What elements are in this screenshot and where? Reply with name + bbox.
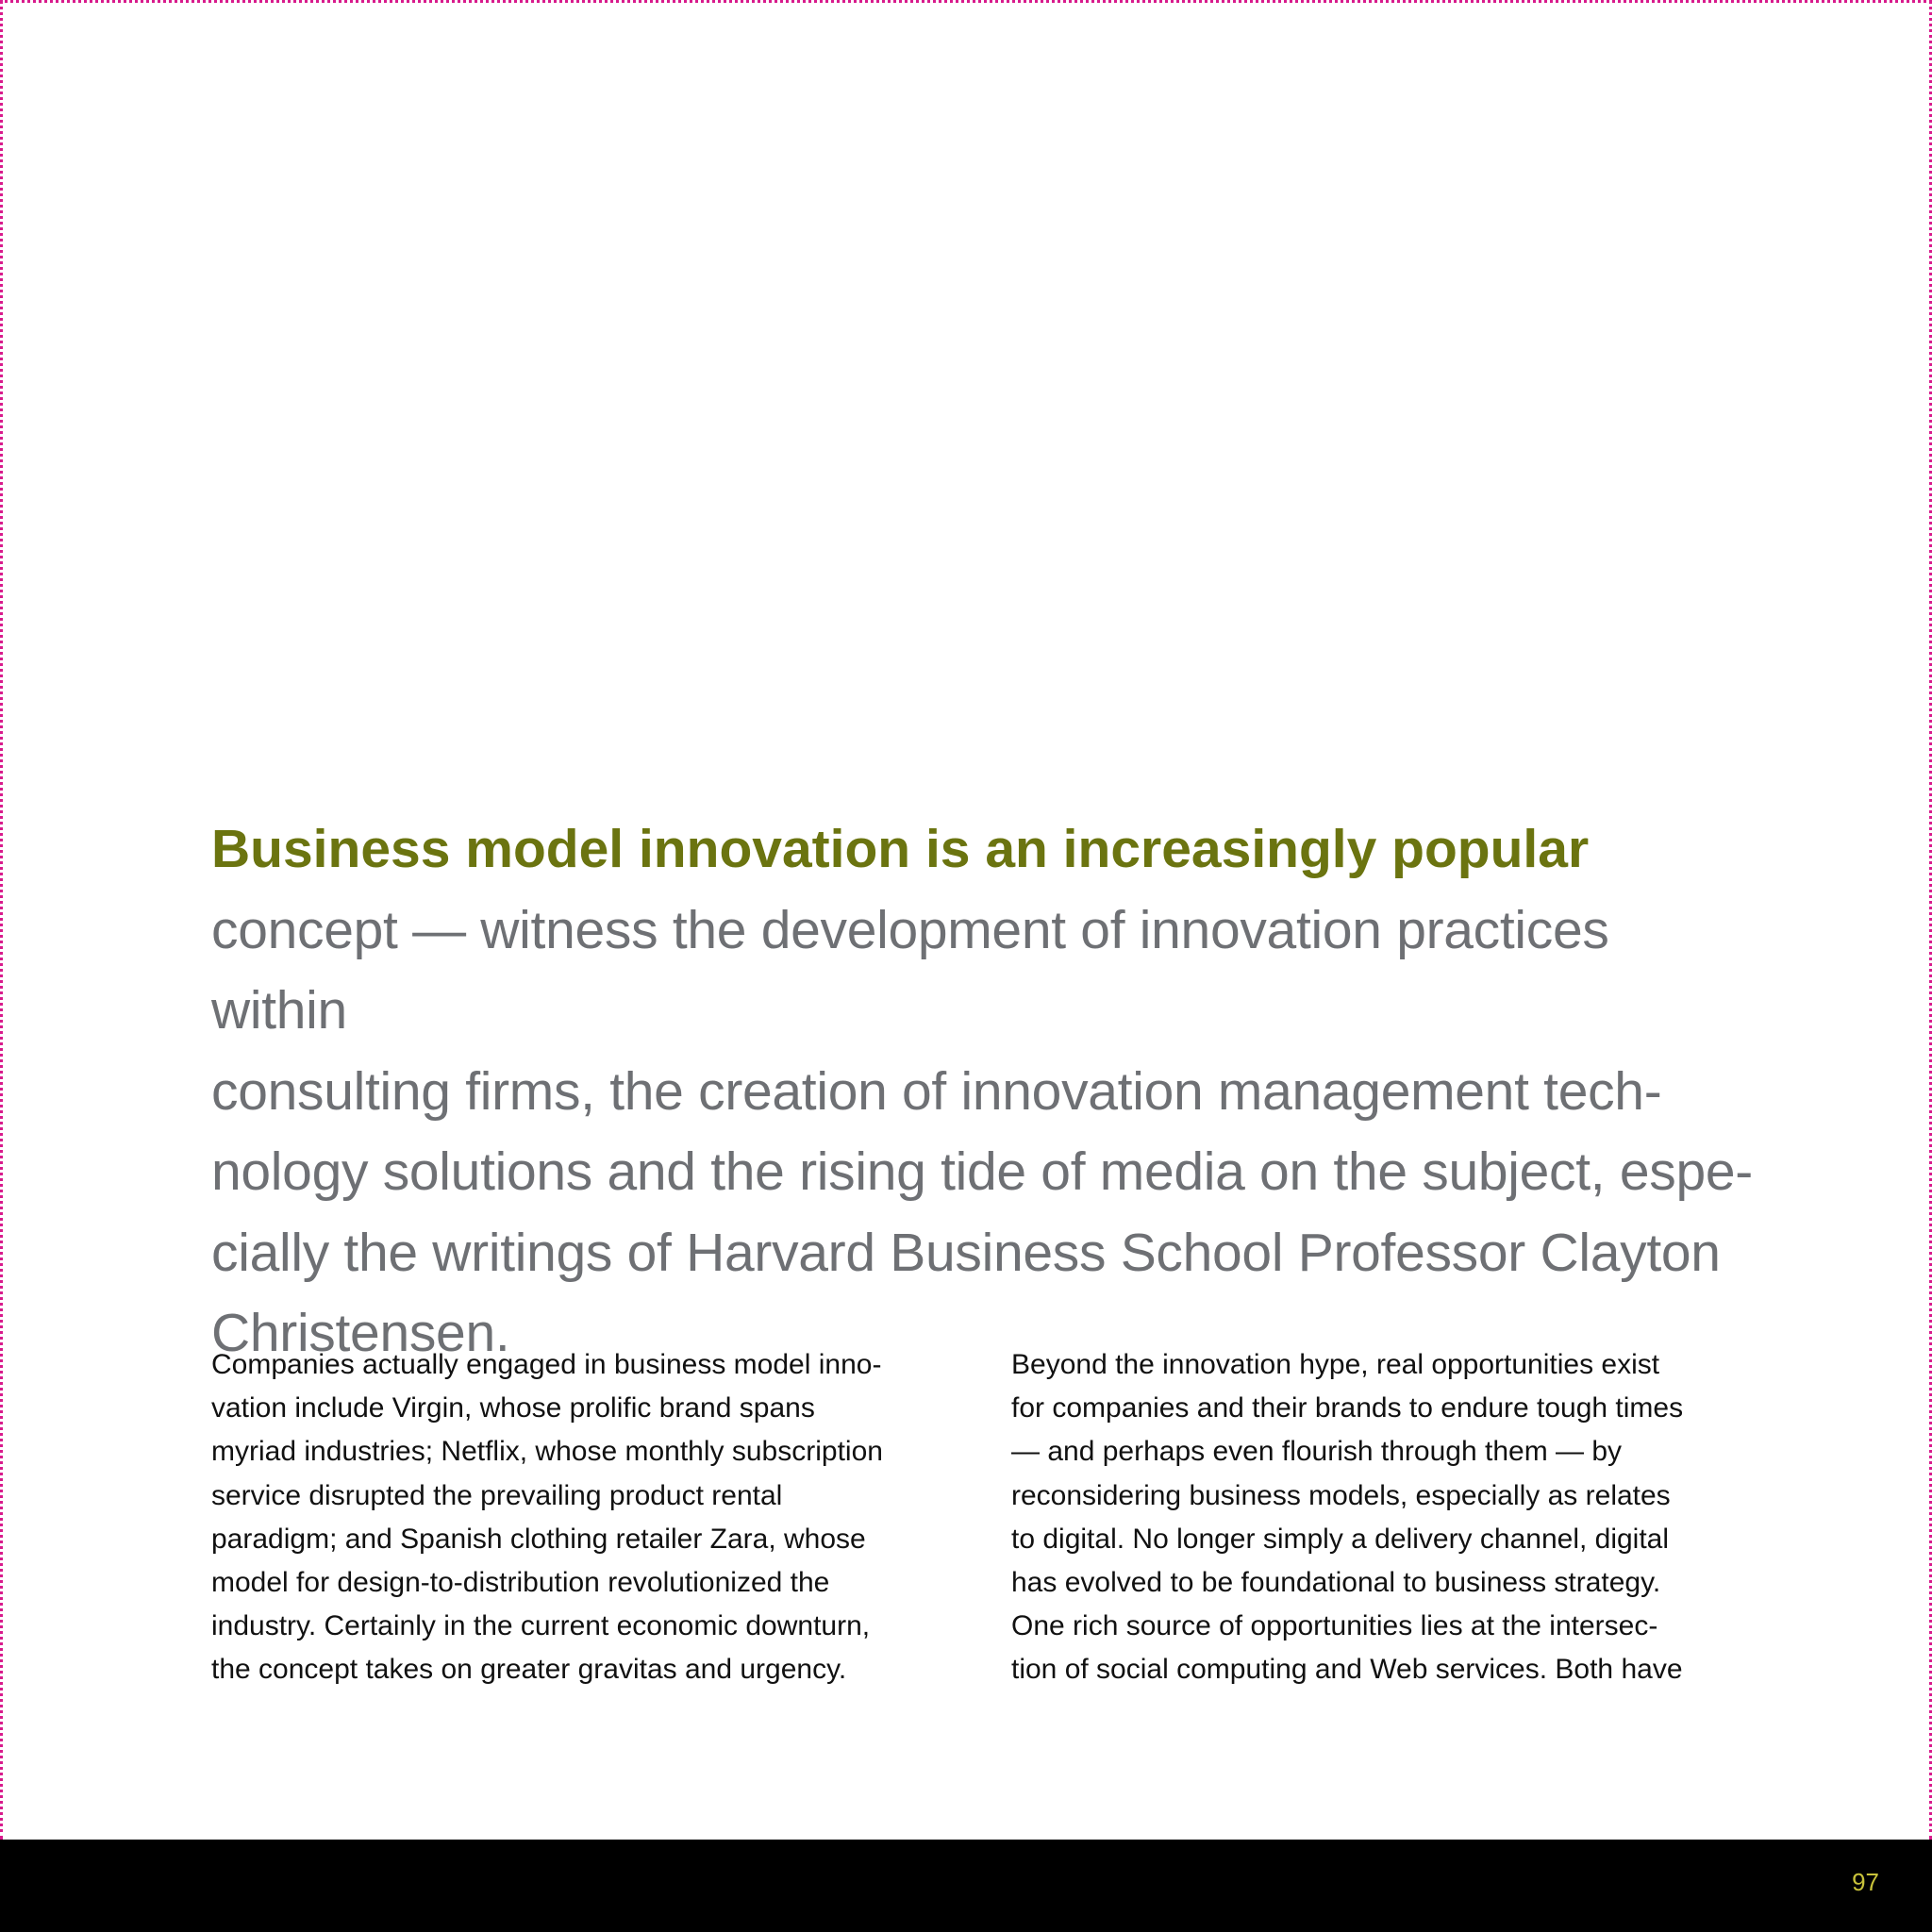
body-line: has evolved to be foundational to business strategy.	[1011, 1567, 1661, 1599]
body-line: industry. Certainly in the current economic downturn,	[211, 1610, 871, 1642]
body-line: vation include Virgin, whose prolific brand spans	[211, 1392, 815, 1424]
lead-highlight: Business model innovation is an increasingly popular	[211, 819, 1590, 879]
body-line: model for design-to-distribution revolutionized the	[211, 1567, 830, 1599]
body-line: for companies and their brands to endure tough times	[1011, 1392, 1684, 1424]
body-line: Beyond the innovation hype, real opportunities exist	[1011, 1349, 1660, 1380]
body-line: — and perhaps even flourish through them — by	[1011, 1436, 1623, 1468]
lead-line: Christensen.	[211, 1303, 510, 1363]
body-line: myriad industries; Netflix, whose monthly subscription	[211, 1436, 883, 1468]
body-line: the concept takes on greater gravitas and urgency.	[211, 1654, 847, 1686]
footer-bar	[0, 1840, 1932, 1932]
body-line: paradigm; and Spanish clothing retailer Zara, whose	[211, 1523, 866, 1555]
body-line: tion of social computing and Web services. Both have	[1011, 1654, 1683, 1686]
lead-line: consulting firms, the creation of innovation management tech-	[211, 1060, 1662, 1122]
body-line: to digital. No longer simply a delivery channel, digital	[1011, 1523, 1670, 1555]
lead-paragraph	[211, 809, 1758, 1374]
body-line: service disrupted the prevailing product rental	[211, 1479, 783, 1511]
body-line: reconsidering business models, especially as relates	[1011, 1479, 1671, 1511]
lead-line: cially the writings of Harvard Business School Professor Clayton	[211, 1222, 1721, 1283]
body-line: One rich source of opportunities lies at the intersec-	[1011, 1610, 1658, 1642]
body-column-left	[211, 1343, 966, 1692]
lead-line: nology solutions and the rising tide of media on the subject, espe-	[211, 1141, 1753, 1202]
body-column-right	[1011, 1343, 1766, 1692]
body-line: Companies actually engaged in business model inno-	[211, 1349, 882, 1380]
page-number: 97	[1852, 1868, 1879, 1896]
lead-line: concept — witness the development of innovation practices within	[211, 899, 1609, 1041]
